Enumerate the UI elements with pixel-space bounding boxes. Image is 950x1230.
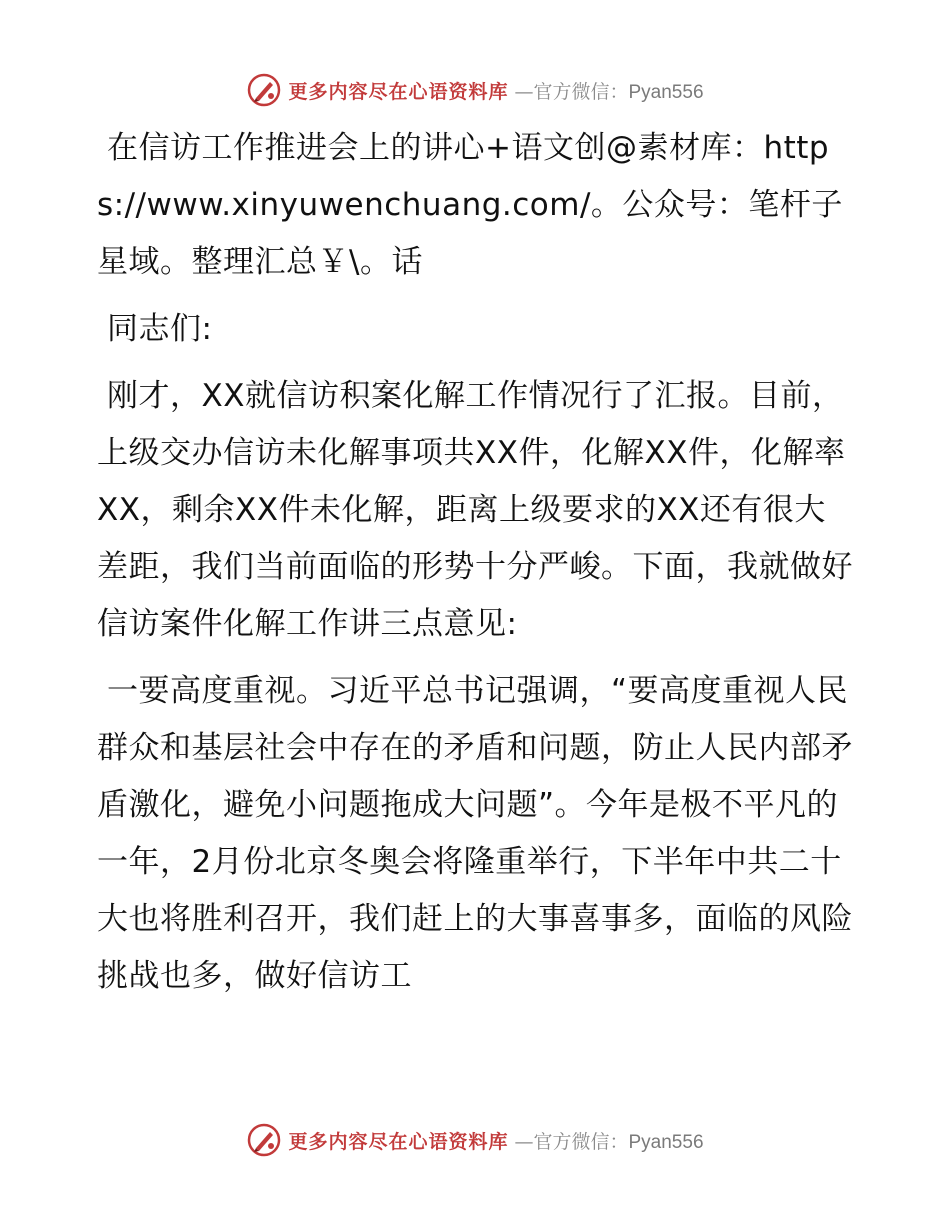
pen-seal-logo-icon — [246, 1122, 282, 1158]
banner-sub-text — [514, 1127, 703, 1154]
body-paragraph: 刚才，XX就信访积案化解工作情况行了汇报。目前，上级交办信访未化解事项共XX件，化解XX件，化解率XX，剩余XX件未化解，距离上级要求的XX还有很大差距，我们当前面临的形势十分严峻。下面，我就做好信访案件化解工作讲三点意见: — [97, 378, 853, 642]
banner-main-text: 更多内容尽在心语资料库 — [288, 1130, 509, 1153]
banner-main-text: 更多内容尽在心语资料库 — [288, 80, 509, 103]
banner-sub-text — [514, 77, 703, 104]
banner-account: Pyan556 — [628, 81, 704, 103]
banner-sub-label: —官方微信： — [514, 1130, 629, 1153]
pen-seal-logo-icon — [246, 72, 282, 108]
banner-sub-label: —官方微信： — [514, 80, 629, 103]
body-paragraph: 一要高度重视。习近平总书记强调，“要高度重视人民群众和基层社会中存在的矛盾和问题，防止人民内部矛盾激化，避免小问题拖成大问题”。今年是极不平凡的一年，2月份北京冬奥会将隆重举行，下半年中共二十大也将胜利召开，我们赶上的大事喜事多，面临的风险挑战也多，做好信访工 — [97, 673, 853, 994]
document-title-paragraph: 在信访工作推进会上的讲心+语文创@素材库：https://www.xinyuwenchuang.com/。公众号：笔杆子星域。整理汇总￥\。话 — [97, 130, 843, 280]
document-body — [97, 120, 857, 1015]
banner-account: Pyan556 — [628, 1131, 704, 1153]
header-banner — [0, 70, 950, 110]
footer-banner — [0, 1120, 950, 1160]
salutation-paragraph: 同志们: — [107, 311, 213, 347]
